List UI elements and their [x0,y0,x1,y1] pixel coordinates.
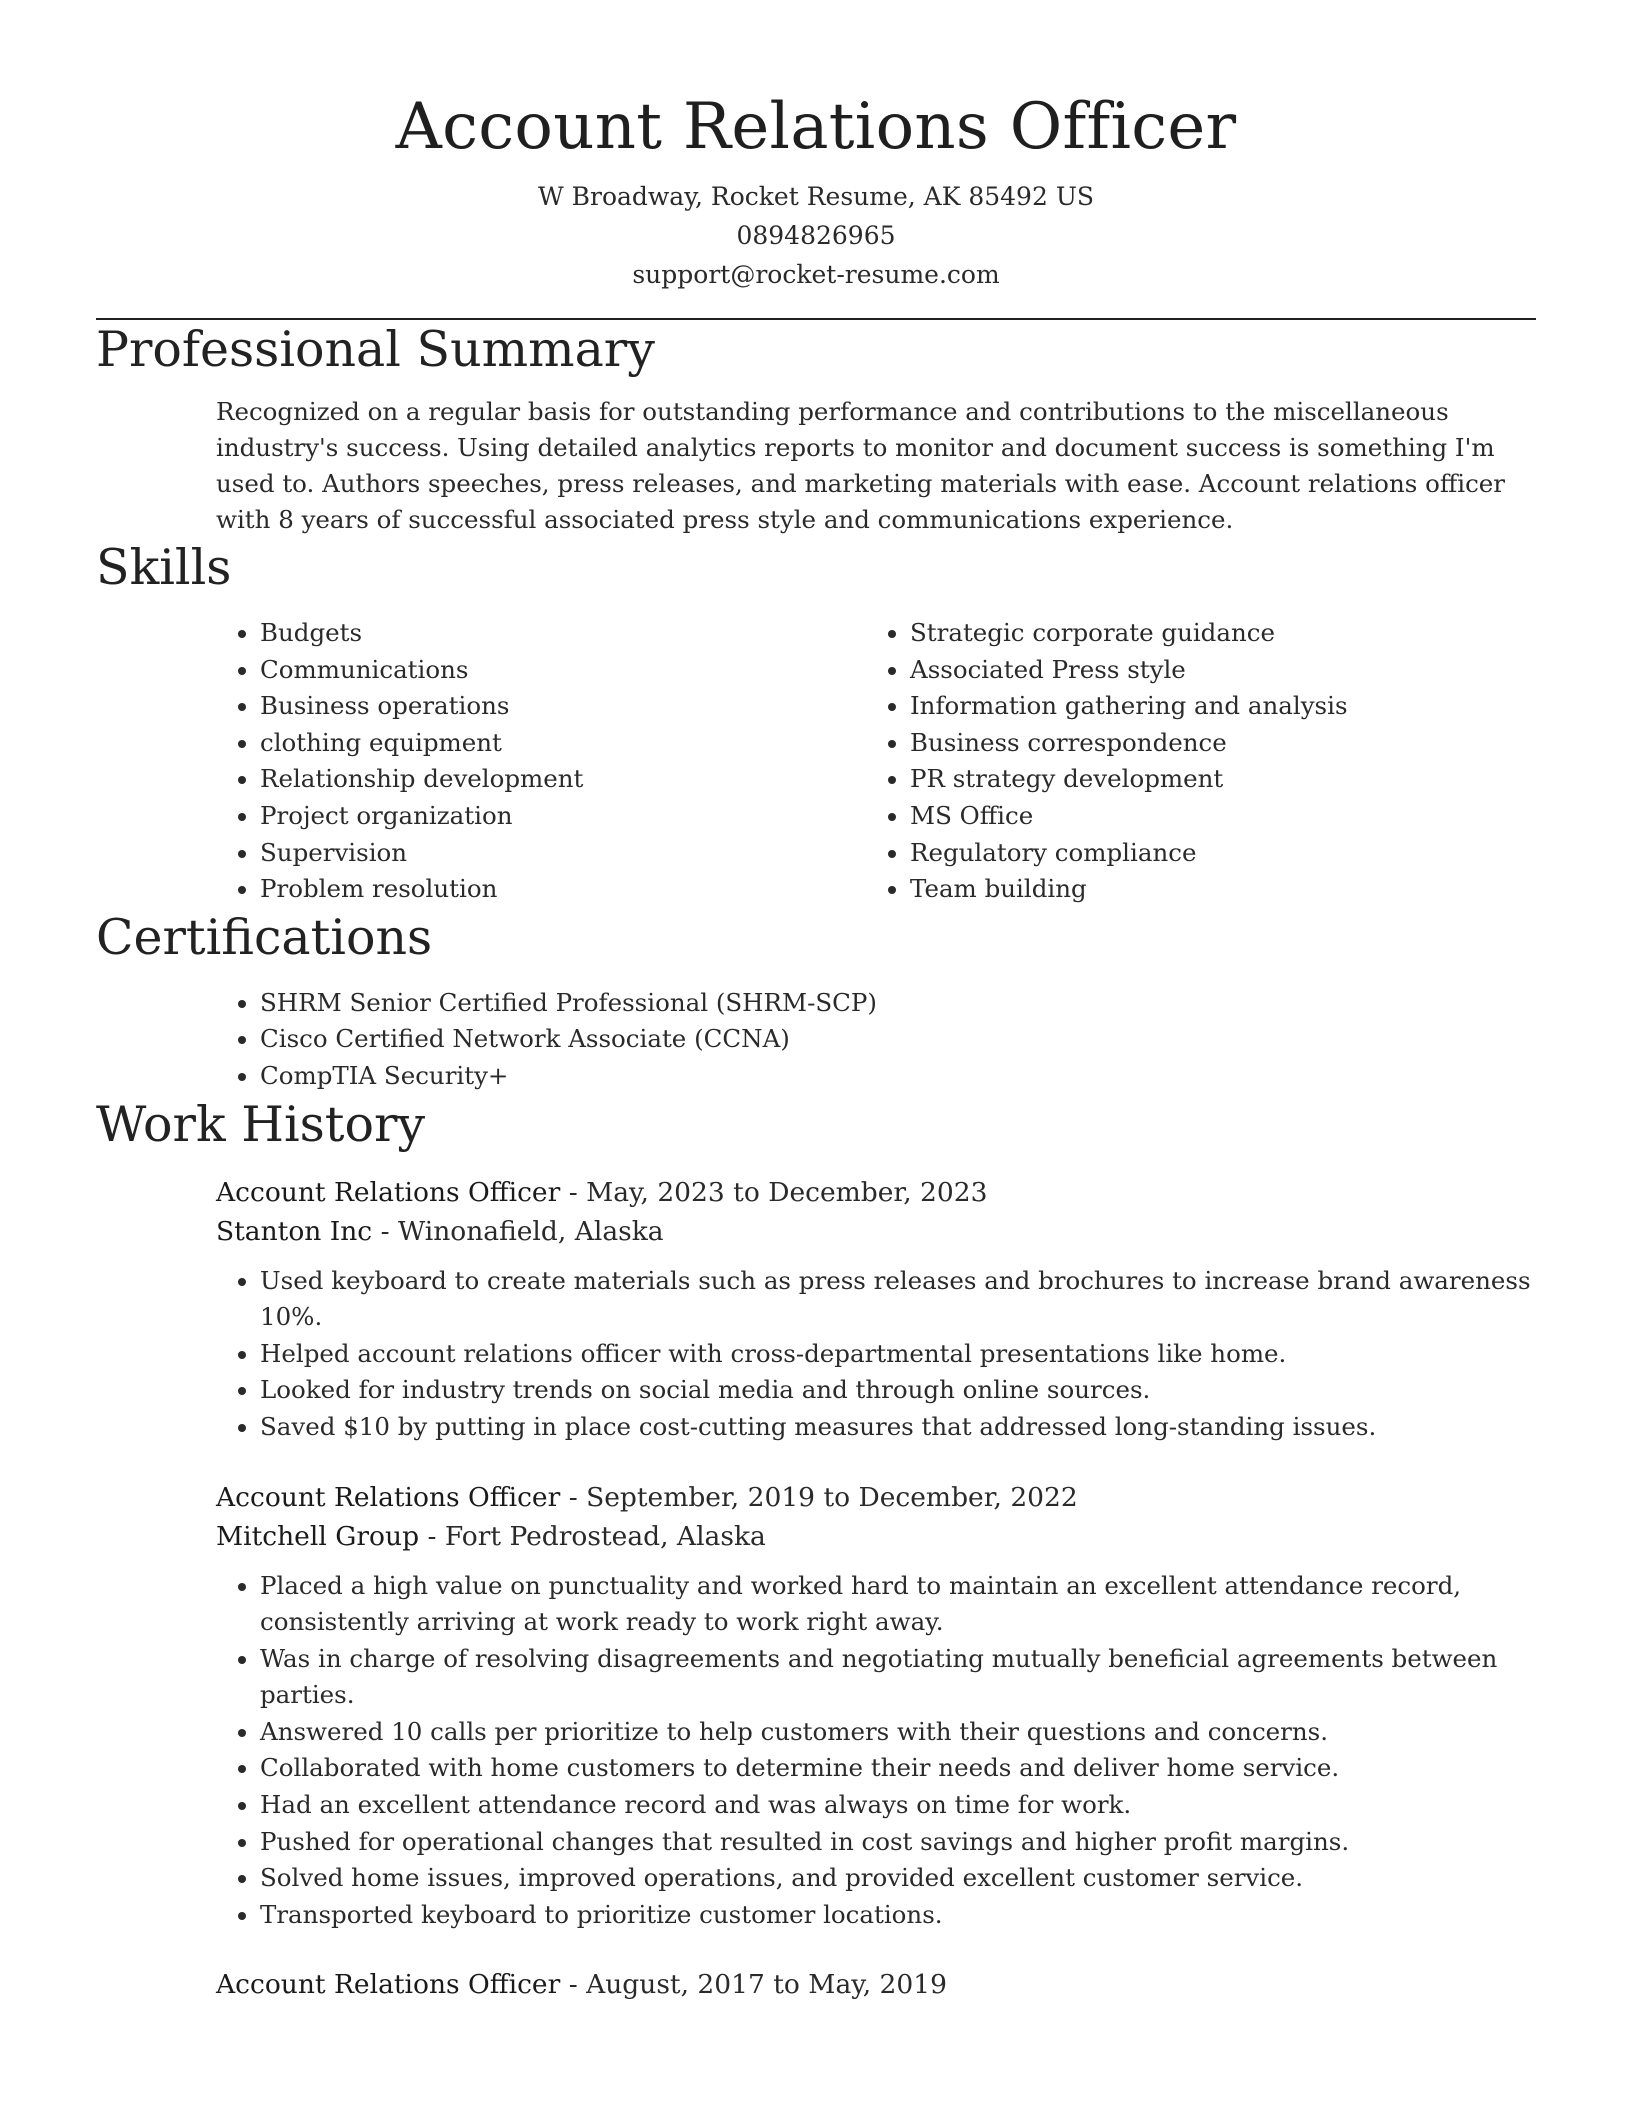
job-entry [216,1478,1536,1934]
address: W Broadway, Rocket Resume, AK 85492 US [537,182,1095,211]
job-title: Account Relations Officer [216,1969,561,2001]
skill-item: • Team building [910,871,1516,908]
job-bullet: • Helped account relations officer with cross-departmental presentations like home. [260,1336,1580,1373]
skills-heading: Skills [96,539,232,596]
summary-text: Recognized on a regular basis for outstanding performance and contributions to the miscellaneous industry's success. Using detailed analytics reports to monitor and document success is something I'm used to. Authors speeches, press releases, and marketing materials with ease. Account relations officer with 8 years of successful associated press style and communications experience. [216,397,1506,534]
job-entry [216,1173,1536,1446]
skill-item: • PR strategy development [910,761,1516,798]
job-company: Stanton Inc [216,1215,373,1247]
job-title-line [216,1478,1536,1517]
skill-item: • Information gathering and analysis [910,688,1516,725]
skill-item: • Regulatory compliance [910,835,1516,872]
resume-name: Account Relations Officer [395,90,1237,164]
job-bullet: • Pushed for operational changes that resulted in cost savings and higher profit margins. [260,1824,1580,1861]
contact-info [96,177,1536,294]
skill-item: • clothing equipment [260,725,866,762]
summary-heading: Professional Summary [96,321,655,378]
skill-item: • Relationship development [260,761,866,798]
job-bullet: • Had an excellent attendance record and was always on time for work. [260,1787,1580,1824]
job-bullet: • Looked for industry trends on social media and through online sources. [260,1372,1580,1409]
job-bullet: • Transported keyboard to prioritize customer locations. [260,1897,1580,1934]
skills-columns [216,615,1536,908]
certification-item: • Cisco Certified Network Associate (CCNA) [260,1021,1536,1058]
skills-list-left [216,615,866,908]
job-company-line [216,1212,1536,1251]
skill-item: • Communications [260,652,866,689]
certifications-block [216,985,1536,1095]
skill-item: • Problem resolution [260,871,866,908]
skill-item: • MS Office [910,798,1516,835]
job-title-line [216,1173,1536,1212]
certifications-heading: Certifications [96,908,433,966]
job-title: Account Relations Officer [216,1176,561,1208]
job-title-line [216,1965,1536,2004]
job-company-line [216,1517,1536,1556]
job-location: - Fort Pedrostead, Alaska [419,1520,766,1552]
job-entry [216,1965,1536,2004]
job-bullet: • Collaborated with home customers to determine their needs and deliver home service. [260,1750,1580,1787]
email: support@rocket-resume.com [632,260,1000,289]
job-bullets [216,1568,1580,1934]
job-bullet: • Was in charge of resolving disagreements and negotiating mutually beneficial agreements between parties. [260,1641,1580,1714]
job-bullet: • Saved $10 by putting in place cost-cutting measures that addressed long-standing issues. [260,1409,1580,1446]
job-bullets [216,1263,1580,1446]
job-location: - Winonafield, Alaska [372,1215,664,1247]
job-bullet: • Solved home issues, improved operations, and provided excellent customer service. [260,1860,1580,1897]
job-company: Mitchell Group [216,1520,420,1552]
skill-item: • Budgets [260,615,866,652]
skill-item: • Business correspondence [910,725,1516,762]
skill-item: • Business operations [260,688,866,725]
job-title: Account Relations Officer [216,1481,561,1513]
certifications-list [216,985,1536,1095]
certification-item: • CompTIA Security+ [260,1058,1536,1095]
phone: 0894826965 [736,221,896,250]
skill-item: • Associated Press style [910,652,1516,689]
skill-item: • Project organization [260,798,866,835]
job-dates: - August, 2017 to May, 2019 [560,1969,947,2001]
job-bullet: • Answered 10 calls per prioritize to help customers with their questions and concerns. [260,1714,1580,1751]
certification-item: • SHRM Senior Certified Professional (SHRM-SCP) [260,985,1536,1022]
skill-item: • Strategic corporate guidance [910,615,1516,652]
job-bullet: • Used keyboard to create materials such as press releases and brochures to increase brand awareness 10%. [260,1263,1580,1336]
work-history-heading: Work History [96,1095,426,1153]
job-dates: - May, 2023 to December, 2023 [560,1176,988,1208]
skill-item: • Supervision [260,835,866,872]
job-bullet: • Placed a high value on punctuality and worked hard to maintain an excellent attendance record, consistently arriving at work ready to work right away. [260,1568,1580,1641]
skills-list-right [866,615,1516,908]
job-dates: - September, 2019 to December, 2022 [560,1481,1078,1513]
